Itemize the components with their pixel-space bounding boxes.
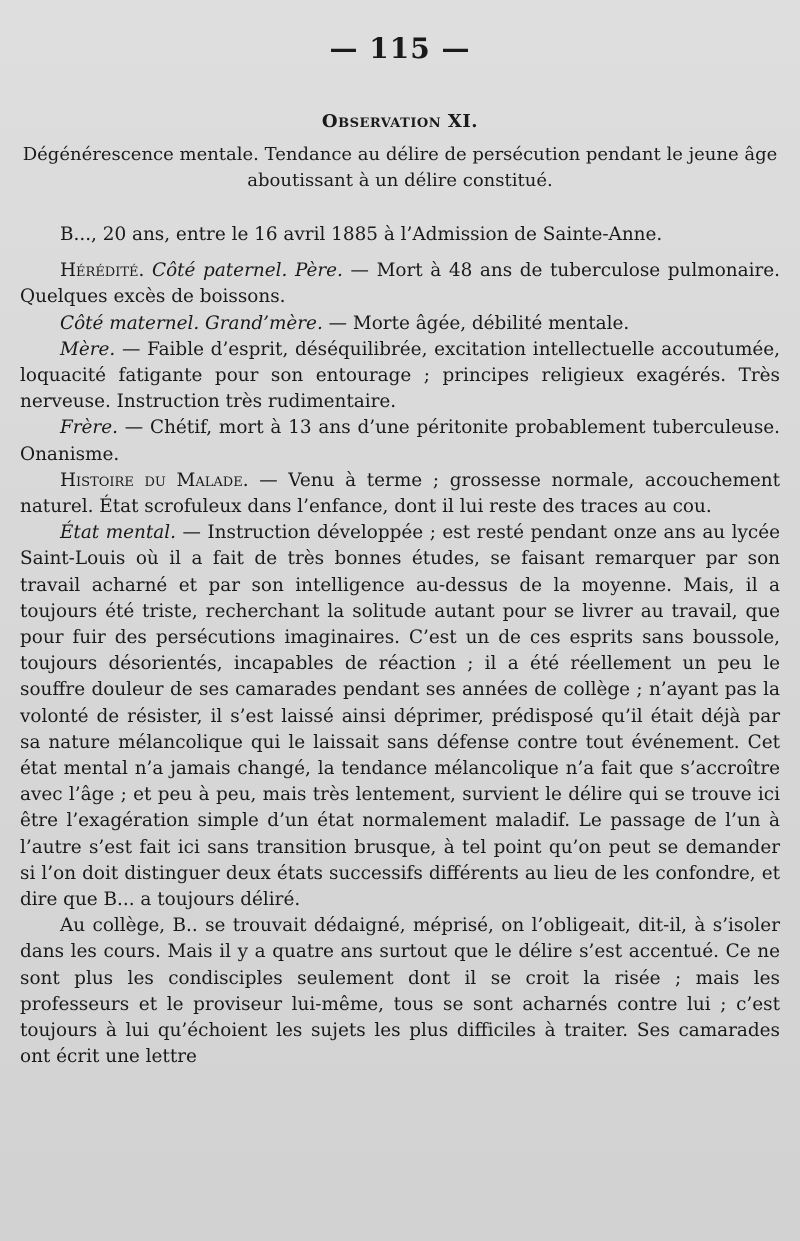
- page-number: — 115 —: [329, 32, 471, 65]
- admission-paragraph: B..., 20 ans, entre le 16 avril 1885 à l’Admission de Sainte-Anne.: [60, 224, 663, 245]
- brother-text: — Chétif, mort à 13 ans d’une péritonite probablement tuberculeuse. Onanisme.: [20, 417, 780, 465]
- patient-history-paragraph: [20, 468, 780, 520]
- body-text: [20, 222, 780, 1071]
- observation-subtitle: Dégénérescence mentale. Tendance au délire de persécution pendant le jeune âge aboutissant à un délire constitué.: [22, 144, 778, 191]
- mother-text: — Faible d’esprit, déséquilibrée, excitation intellectuelle accoutumée, loquacité fatigante pour son entourage ; principes religieux exagérés. Très nerveuse. Instruction très rudimentaire.: [20, 338, 780, 413]
- maternal-label: Côté maternel. Grand’mère.: [60, 312, 323, 334]
- mother-label: Mère.: [60, 338, 116, 360]
- observation-title: Observation XI.: [321, 111, 479, 132]
- paternal-label: Côté paternel. Père.: [152, 260, 343, 282]
- patient-history-text: — Venu à terme ; grossesse normale, accouchement naturel. État scrofuleux dans l’enfance, dont il lui reste des traces au cou.: [20, 469, 780, 518]
- heredity-heading: Hérédité.: [60, 260, 145, 282]
- maternal-paragraph: [20, 311, 780, 337]
- mother-paragraph: [20, 337, 780, 416]
- mental-state-label: État mental.: [60, 522, 176, 544]
- brother-label: Frère.: [60, 417, 118, 439]
- brother-paragraph: [20, 415, 780, 467]
- patient-history-heading: Histoire du Malade.: [60, 469, 249, 491]
- heredity-paternal-paragraph: [20, 258, 780, 310]
- college-paragraph: Au collège, B.. se trouvait dédaigné, méprisé, on l’obligeait, dit-il, à s’isoler dans les cours. Mais il y a quatre ans surtout que le délire s’est accentué. Ce ne sont plus les condisciples seulement dont il se croit la risée ; mais les professeurs et le proviseur lui-même, tous se sont acharnés contre lui ; c’est toujours à lui qu’échoient les sujets les plus difficiles à traiter. Ses camarades ont écrit une lettre: [20, 915, 780, 1068]
- mental-state-text: — Instruction développée ; est resté pendant onze ans au lycée Saint-Louis où il a fait de très bonnes études, se faisant remarquer par son travail acharné et par son intelligence au-dessus de la moyenne. Mais, il a toujours été triste, recherchant la solitude autant pour se livrer au travail, que pour fuir des persécutions imaginaires. C’est un de ces esprits sans boussole, toujours désorientés, incapables de réaction ; il a été réellement un peu le souffre douleur de ses camarades pendant ses années de collège ; n’ayant pas la volonté de résister, il s’est laissé ainsi déprimer, prédisposé qu’il était déjà par sa nature mélancolique qui le laissait sans défense contre tout événement. Cet état mental n’a jamais changé, la tendance mélancolique n’a fait que s’accroître avec l’âge ; et peu à peu, mais très lentement, survient le délire qui se trouve ici être l’exagération simple d’un état normalement maladif. Le passage de l’un à l’autre s’est fait ici sans transition brusque, à tel point qu’on peut se demander si l’on doit distinguer deux états successifs différents au lieu de les confondre, et dire que B... a toujours déliré.: [20, 522, 780, 911]
- mental-state-paragraph: [20, 520, 780, 913]
- paternal-text: — Mort à 48 ans de tuberculose pulmonaire. Quelques excès de boissons.: [20, 260, 780, 308]
- maternal-text: — Morte âgée, débilité mentale.: [328, 312, 630, 334]
